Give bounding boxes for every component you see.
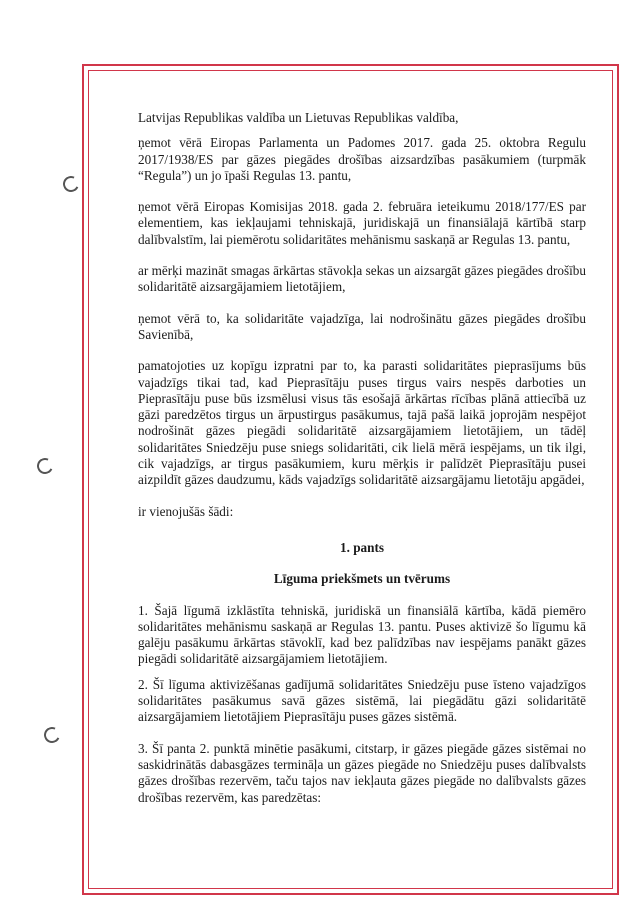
agreement-statement: ir vienojušās šādi: xyxy=(138,503,234,519)
recital-paragraph: ņemot vērā Eiropas Komisijas 2018. gada 2. februāra ieteikumu 2018/177/ES par elementiem, kas iekļaujami tehniskajā, juridiskajā un finansiālajā kārtībā starp dalībvalstīm, lai piemērotu solidaritātes mehānismu saskaņā ar Regulas 13. pantu, xyxy=(138,199,586,247)
article-paragraph: 1. Šajā līgumā izklāstīta tehniskā, juridiskā un finansiālā kārtība, kādā piemēro solidaritātes mehānismu saskaņā ar Regulas 13. pantu. Puses aktivizē šo līgumu kā galēju pasākumu ārkārtas stāvoklī, kad bez palīdzības nav iespējams panākt gāzes piegādi solidaritātē aizsargājamiem lietotājiem. xyxy=(138,602,586,667)
opening-line: Latvijas Republikas valdība un Lietuvas Republikas valdība, xyxy=(138,110,459,125)
recital-paragraph: pamatojoties uz kopīgu izpratni par to, ka parasti solidaritātes pieprasījums būs vajadzīgs tikai tad, kad Pieprasītāju puses tirgus vairs nespēs darboties un Pieprasītāju puse būs izsmēlusi visus tās esošajā ārkārtas rīcības plānā attiecībā uz gāzi paredzētos tirgus un ārpustirgus pasākumus, tajā pašā laikā joprojām nespējot nodrošināt gāzes piegādi solidaritātē aizsargājamiem lietotājiem, un tādēļ solidaritātes Sniedzēju puse sniegs solidaritāti, cik lielā mērā iespējams, un tik ilgi, cik vajadzīgs, ar tirgus pasākumiem, kuru mērķis ir palīdzēt Pieprasītāju pusei aizpildīt gāzes daudzumu, kāds vajadzīgs solidaritātē aizsargājamu lietotāju apgādei, xyxy=(138,358,586,488)
punch-hole-icon xyxy=(61,174,82,195)
document-body xyxy=(138,110,586,821)
recital-paragraph: ņemot vērā to, ka solidaritāte vajadzīga, lai nodrošinātu gāzes piegādes drošību Savienībā, xyxy=(138,310,586,342)
punch-hole-icon xyxy=(35,456,56,477)
article-paragraph: 2. Šī līguma aktivizēšanas gadījumā solidaritātes Sniedzēju puse īsteno vajadzīgos solidaritātes pasākumus savā gāzes sistēmā, lai piegādātu gāzi solidaritātē aizsargājamiem lietotājiem Pieprasītāju puses gāzes sistēmā. xyxy=(138,676,586,725)
recital-paragraph: ar mērķi mazināt smagas ārkārtas stāvokļa sekas un aizsargāt gāzes piegādes drošību solidaritātē aizsargājamiem lietotājiem, xyxy=(138,263,586,295)
recital-paragraph: ņemot vērā Eiropas Parlamenta un Padomes 2017. gada 25. oktobra Regulu 2017/1938/ES par gāzes piegādes drošības aizsardzības pasākumiem (turpmāk “Regula”) un jo īpaši Regulas 13. pantu, xyxy=(138,135,586,183)
article-title: Līguma priekšmets un tvērums xyxy=(273,571,451,587)
punch-hole-icon xyxy=(42,725,63,746)
article-paragraph: 3. Šī panta 2. punktā minētie pasākumi, citstarp, ir gāzes piegāde gāzes sistēmai no saskidrinātās dabasgāzes termināļa un gāzes piegāde no Sniedzēju puses dalībvalsts gāzes drošības rezervēm, taču tajos nav iekļauta gāzes piegāde no dalībvalsts gāzes drošības rezervēm, kas paredzētas: xyxy=(138,740,586,805)
article-heading xyxy=(138,540,586,588)
article-number: 1. pants xyxy=(340,539,384,555)
